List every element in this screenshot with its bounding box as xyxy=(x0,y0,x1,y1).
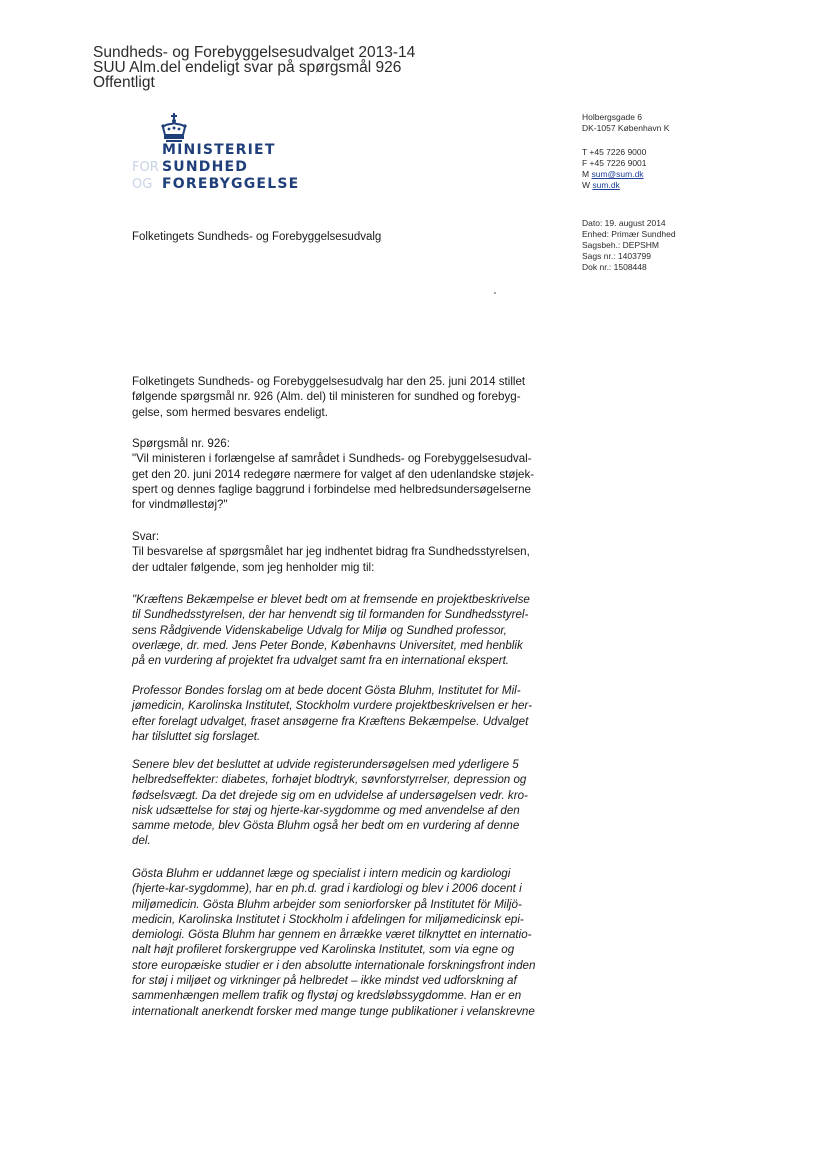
quote-paragraph-4: Gösta Bluhm er uddannet læge og specialist i intern medicin og kardiologi (hjerte-kar-sygdomme), har en ph.d. grad i kardiologi og blev i 2006 docent i miljømedicin. Gösta Bluhm arbejder som seniorforsker på Institutet för Miljö- medicin, Karolinska Institutet i Stockholm i afdelingen for miljømedicinsk epi- demiologi. Gösta Bluhm har gennem en årrække været tilknyttet en internatio- nalt højt profileret forskergruppe ved Karolinska Institutet, som via egne og store europæiske studier er i den absolutte internationale forskningsfront inden for støj i miljøet og virkninger på helbredet – ikke mindst ved udforskning af sammenhængen mellem trafik og flystøj og kredsløbssygdomme. Han er en internationalt anerkendt forsker med mange tunge publikationer i velanskrevne xyxy=(132,867,536,1018)
email-link[interactable]: sum@sum.dk xyxy=(591,169,644,179)
address-city: DK-1057 København K xyxy=(582,123,670,133)
meta-caseworker: Sagsbeh.: DEPSHM xyxy=(582,240,660,250)
quote-paragraph-2: Professor Bondes forslag om at bede docent Gösta Bluhm, Institutet for Mil- jømedicin, Karolinska Institutet, Stockholm vurdere projektbeskrivelsen er her- efter forelagt udvalget, fraset ansøgerne fra Kræftens Bekæmpelse. Udvalget har tilsluttet sig forslaget. xyxy=(132,684,532,743)
contact-phone: T +45 7226 9000 xyxy=(582,147,647,157)
stamp-line-committee: Sundheds- og Forebyggelsesudvalget 2013-14 xyxy=(93,44,416,61)
contact-web: W sum.dk xyxy=(582,180,620,190)
contact-fax: F +45 7226 9001 xyxy=(582,158,647,168)
scan-speck xyxy=(494,292,496,294)
meta-doc-number: Dok nr.: 1508448 xyxy=(582,262,647,272)
website-link[interactable]: sum.dk xyxy=(592,180,620,190)
document-stamp xyxy=(93,45,415,90)
logo-line-3: OG FOREBYGGELSE xyxy=(132,176,300,192)
meta-date: Dato: 19. august 2014 xyxy=(582,218,666,228)
address-block xyxy=(582,112,669,134)
question-section: Spørgsmål nr. 926: "Vil ministeren i forlængelse af samrådet i Sundheds- og Forebyggelsesudval- get den 20. juni 2014 redegøre nærmere for valget af den udenlandske støjek- spert og dennes faglige baggrund i forbindelse med helbredsundersøgelserne for vindmøllestøj?" xyxy=(132,436,542,512)
ministry-logo xyxy=(118,113,308,193)
quote-paragraph-1: "Kræftens Bekæmpelse er blevet bedt om at fremsende en projektbeskrivelse til Sundhedsstyrelsen, der har henvendt sig til formanden for Sundhedsstyrel- sens Rådgivende Videnskabelige Udvalg for Miljø og Sundhed professor, overlæge, dr. med. Jens Peter Bonde, Københavns Universitet, med henblik på en vurdering af projektet fra udvalget samt fra en international ekspert. xyxy=(132,593,530,668)
quote-paragraph-3: Senere blev det besluttet at udvide registerundersøgelsen med yderligere 5 helbredseffekter: diabetes, forhøjet blodtryk, søvnforstyrrelser, depression og fødselsvægt. Da det drejede sig om en udvidelse af undersøgelsen vedr. kro- nisk udsættelse for støj og hjerte-kar-sygdomme og med anvendelse af den samme metode, blev Gösta Bluhm også her bedt om en vurdering af denne del. xyxy=(132,758,528,848)
meta-unit: Enhed: Primær Sundhed xyxy=(582,229,676,239)
address-street: Holbergsgade 6 xyxy=(582,112,643,122)
logo-line-2: FOR SUNDHED xyxy=(132,159,249,175)
document-meta xyxy=(582,218,676,273)
question-label: Spørgsmål nr. 926: xyxy=(132,437,230,450)
recipient: Folketingets Sundheds- og Forebyggelsesudvalg xyxy=(132,231,382,243)
crown-icon xyxy=(159,113,189,145)
contact-mail: M sum@sum.dk xyxy=(582,169,644,179)
logo-line-1: MINISTERIET xyxy=(162,142,276,158)
stamp-line-status: Offentligt xyxy=(93,74,155,91)
answer-section: Svar: Til besvarelse af spørgsmålet har jeg indhentet bidrag fra Sundhedsstyrelsen, der udtaler følgende, som jeg henholder mig til: xyxy=(132,529,542,575)
contact-block xyxy=(582,147,647,191)
intro-paragraph: Folketingets Sundheds- og Forebyggelsesudvalg har den 25. juni 2014 stillet følgende spørgsmål nr. 926 (Alm. del) til ministeren for sundhed og forebyg- gelse, som hermed besvares endeligt. xyxy=(132,375,526,419)
answer-label: Svar: xyxy=(132,530,160,543)
stamp-line-reference: SUU Alm.del endeligt svar på spørgsmål 926 xyxy=(93,59,402,76)
meta-case-number: Sags nr.: 1403799 xyxy=(582,251,652,261)
